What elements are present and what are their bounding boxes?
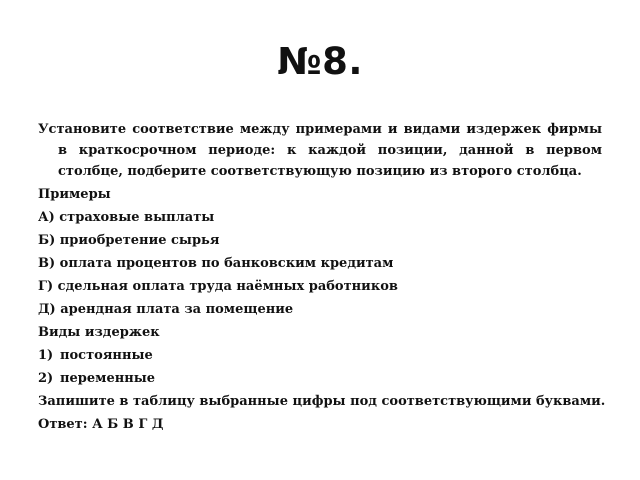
answer-line: Ответ: А Б В Г Д bbox=[38, 417, 164, 432]
cost-type-label: постоянные bbox=[60, 348, 153, 363]
cost-type-number: 1) bbox=[38, 348, 54, 363]
cost-type-item-2 bbox=[38, 367, 602, 390]
example-item-v: В) оплата процентов по банковским кредитам bbox=[38, 256, 394, 271]
example-item-a: А) страховые выплаты bbox=[38, 210, 215, 225]
cost-types-heading: Виды издержек bbox=[38, 325, 160, 340]
page-title: №8. bbox=[277, 40, 363, 83]
task-content bbox=[38, 119, 606, 436]
example-item-g: Г) сдельная оплата труда наёмных работников bbox=[38, 279, 398, 294]
cost-type-label: переменные bbox=[60, 371, 156, 386]
cost-type-number: 2) bbox=[38, 371, 54, 386]
example-item-d: Д) арендная плата за помещение bbox=[38, 302, 294, 317]
instruction-text: Запишите в таблицу выбранные цифры под соответствующими буквами. bbox=[38, 394, 606, 409]
example-item-b: Б) приобретение сырья bbox=[38, 233, 220, 248]
examples-heading: Примеры bbox=[38, 187, 111, 202]
task-text: Установите соответствие между примерами и видами издержек фирмы в краткосрочном периоде: к каждой позиции, данной в первом столбце, подберите соответствующую позицию из второго столбца. bbox=[38, 122, 602, 179]
cost-type-item-1 bbox=[38, 344, 602, 367]
